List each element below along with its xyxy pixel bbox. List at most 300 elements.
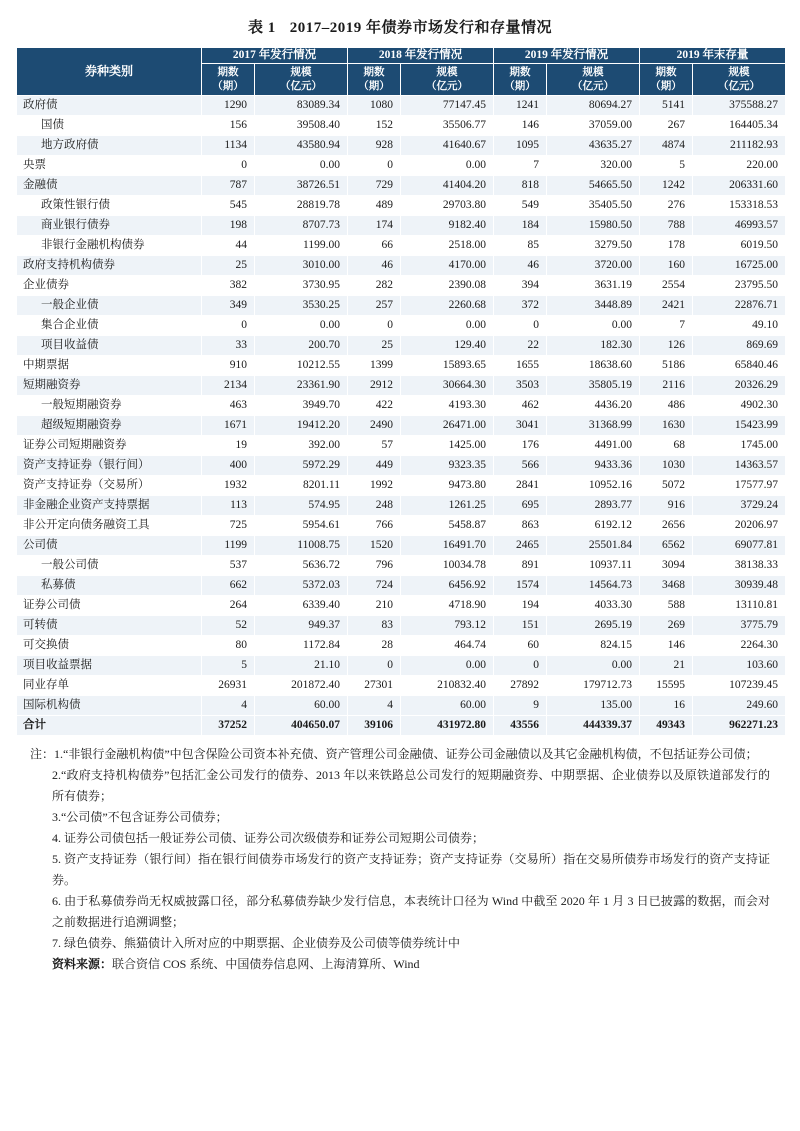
- row-value: 3729.24: [693, 496, 786, 516]
- row-value: 201872.40: [255, 676, 348, 696]
- row-value: 80: [202, 636, 255, 656]
- row-value: 695: [494, 496, 547, 516]
- row-value: 4874: [640, 136, 693, 156]
- row-value: 1080: [348, 96, 401, 116]
- row-value: 431972.80: [401, 716, 494, 736]
- row-label: 项目收益债: [17, 336, 202, 356]
- row-value: 10034.78: [401, 556, 494, 576]
- row-value: 135.00: [547, 696, 640, 716]
- header-sub-amount-2019: [547, 63, 640, 95]
- row-value: 788: [640, 216, 693, 236]
- row-value: 66: [348, 236, 401, 256]
- row-value: 77147.45: [401, 96, 494, 116]
- row-value: 549: [494, 196, 547, 216]
- table-row: [17, 716, 786, 736]
- note-line-6: 6. 由于私募债券尚无权威披露口径，部分私募债券缺少发行信息，本表统计口径为 Wind 中截至 2020 年 1 月 3 日已披露的数据，而会对之前数据进行追溯调整；: [52, 894, 770, 930]
- row-value: 3775.79: [693, 616, 786, 636]
- row-value: 37059.00: [547, 116, 640, 136]
- row-value: 49.10: [693, 316, 786, 336]
- row-value: 3530.25: [255, 296, 348, 316]
- table-row: [17, 176, 786, 196]
- header-sub-l1: 期数: [363, 66, 385, 78]
- row-value: 83089.34: [255, 96, 348, 116]
- row-value: 46: [494, 256, 547, 276]
- header-sub-periods-2018: [348, 63, 401, 95]
- row-value: 20326.29: [693, 376, 786, 396]
- row-value: 49343: [640, 716, 693, 736]
- table-row: [17, 236, 786, 256]
- row-value: 0.00: [547, 316, 640, 336]
- row-value: 65840.46: [693, 356, 786, 376]
- row-value: 21: [640, 656, 693, 676]
- row-value: 6456.92: [401, 576, 494, 596]
- table-row: [17, 96, 786, 116]
- row-value: 2912: [348, 376, 401, 396]
- row-value: 3041: [494, 416, 547, 436]
- row-label: 合计: [17, 716, 202, 736]
- table-row: [17, 676, 786, 696]
- row-label: 可交换债: [17, 636, 202, 656]
- row-value: 462: [494, 396, 547, 416]
- row-value: 14564.73: [547, 576, 640, 596]
- row-label: 非金融企业资产支持票据: [17, 496, 202, 516]
- row-value: 1290: [202, 96, 255, 116]
- row-value: 545: [202, 196, 255, 216]
- table-row: [17, 496, 786, 516]
- row-value: 1172.84: [255, 636, 348, 656]
- row-value: 21.10: [255, 656, 348, 676]
- row-value: 35506.77: [401, 116, 494, 136]
- header-sub-l1: 规模: [436, 66, 458, 78]
- row-value: 14363.57: [693, 456, 786, 476]
- row-label: 公司债: [17, 536, 202, 556]
- row-value: 962271.23: [693, 716, 786, 736]
- row-value: 28: [348, 636, 401, 656]
- table-row: [17, 556, 786, 576]
- row-value: 2134: [202, 376, 255, 396]
- table-row: [17, 336, 786, 356]
- header-category: 券种类别: [17, 48, 202, 96]
- row-value: 1671: [202, 416, 255, 436]
- row-value: 16: [640, 696, 693, 716]
- row-value: 37252: [202, 716, 255, 736]
- row-value: 818: [494, 176, 547, 196]
- row-value: 257: [348, 296, 401, 316]
- row-value: 15423.99: [693, 416, 786, 436]
- row-label: 金融债: [17, 176, 202, 196]
- row-value: 4491.00: [547, 436, 640, 456]
- row-value: 8707.73: [255, 216, 348, 236]
- header-sub-periods-stock: [640, 63, 693, 95]
- row-value: 0.00: [401, 656, 494, 676]
- row-value: 4: [348, 696, 401, 716]
- table-row: [17, 436, 786, 456]
- row-value: 486: [640, 396, 693, 416]
- row-value: 2390.08: [401, 276, 494, 296]
- table-row: [17, 256, 786, 276]
- row-value: 0.00: [401, 156, 494, 176]
- row-label: 集合企业债: [17, 316, 202, 336]
- note-line-5: 5. 资产支持证券（银行间）指在银行间债券市场发行的资产支持证券；资产支持证券（交易所）指在交易所债券市场发行的资产支持证券。: [52, 852, 770, 888]
- row-value: 4033.30: [547, 596, 640, 616]
- row-value: 164405.34: [693, 116, 786, 136]
- row-value: 29703.80: [401, 196, 494, 216]
- row-value: 869.69: [693, 336, 786, 356]
- row-label: 私募债: [17, 576, 202, 596]
- row-value: 27892: [494, 676, 547, 696]
- row-value: 20206.97: [693, 516, 786, 536]
- table-row: [17, 636, 786, 656]
- row-label: 国债: [17, 116, 202, 136]
- row-value: 537: [202, 556, 255, 576]
- row-label: 商业银行债券: [17, 216, 202, 236]
- row-value: 103.60: [693, 656, 786, 676]
- row-value: 6562: [640, 536, 693, 556]
- row-label: 一般企业债: [17, 296, 202, 316]
- row-value: 2264.30: [693, 636, 786, 656]
- row-value: 35405.50: [547, 196, 640, 216]
- row-value: 5954.61: [255, 516, 348, 536]
- row-value: 1425.00: [401, 436, 494, 456]
- table-row: [17, 476, 786, 496]
- row-value: 2893.77: [547, 496, 640, 516]
- header-sub-l1: 期数: [655, 66, 677, 78]
- row-value: 153318.53: [693, 196, 786, 216]
- row-value: 796: [348, 556, 401, 576]
- row-value: 4436.20: [547, 396, 640, 416]
- row-value: 129.40: [401, 336, 494, 356]
- row-value: 6339.40: [255, 596, 348, 616]
- row-value: 174: [348, 216, 401, 236]
- header-sub-l1: 期数: [509, 66, 531, 78]
- row-value: 1095: [494, 136, 547, 156]
- row-value: 2260.68: [401, 296, 494, 316]
- row-value: 43635.27: [547, 136, 640, 156]
- header-sub-l2: （亿元）: [426, 80, 468, 92]
- row-value: 27301: [348, 676, 401, 696]
- source-value: 联合资信 COS 系统、中国债券信息网、上海清算所、Wind: [112, 957, 420, 972]
- header-sub-periods-2017: [202, 63, 255, 95]
- row-value: 9473.80: [401, 476, 494, 496]
- row-label: 证券公司债: [17, 596, 202, 616]
- table-row: [17, 316, 786, 336]
- row-value: 5972.29: [255, 456, 348, 476]
- row-value: 179712.73: [547, 676, 640, 696]
- row-value: 264: [202, 596, 255, 616]
- row-label: 超级短期融资券: [17, 416, 202, 436]
- table-row: [17, 516, 786, 536]
- header-group-2017: 2017 年发行情况: [202, 48, 348, 64]
- row-value: 25501.84: [547, 536, 640, 556]
- row-value: 6019.50: [693, 236, 786, 256]
- row-value: 43556: [494, 716, 547, 736]
- row-value: 3279.50: [547, 236, 640, 256]
- row-value: 0: [202, 316, 255, 336]
- row-value: 25: [202, 256, 255, 276]
- row-value: 52: [202, 616, 255, 636]
- table-row: [17, 216, 786, 236]
- row-value: 146: [494, 116, 547, 136]
- row-value: 23795.50: [693, 276, 786, 296]
- row-value: 3448.89: [547, 296, 640, 316]
- row-value: 382: [202, 276, 255, 296]
- row-value: 2656: [640, 516, 693, 536]
- row-value: 2465: [494, 536, 547, 556]
- table-body: [17, 96, 786, 736]
- row-value: 2518.00: [401, 236, 494, 256]
- row-value: 198: [202, 216, 255, 236]
- row-value: 4170.00: [401, 256, 494, 276]
- row-value: 489: [348, 196, 401, 216]
- row-value: 10212.55: [255, 356, 348, 376]
- row-value: 5141: [640, 96, 693, 116]
- row-value: 211182.93: [693, 136, 786, 156]
- row-value: 85: [494, 236, 547, 256]
- header-sub-l1: 规模: [582, 66, 604, 78]
- row-value: 9182.40: [401, 216, 494, 236]
- row-value: 910: [202, 356, 255, 376]
- table-row: [17, 416, 786, 436]
- row-value: 1655: [494, 356, 547, 376]
- row-value: 249.60: [693, 696, 786, 716]
- row-value: 3010.00: [255, 256, 348, 276]
- row-label: 政府债: [17, 96, 202, 116]
- row-value: 267: [640, 116, 693, 136]
- row-label: 一般公司债: [17, 556, 202, 576]
- row-value: 44: [202, 236, 255, 256]
- row-value: 269: [640, 616, 693, 636]
- row-value: 178: [640, 236, 693, 256]
- header-sub-amount-stock: [693, 63, 786, 95]
- row-value: 18638.60: [547, 356, 640, 376]
- row-value: 38726.51: [255, 176, 348, 196]
- row-value: 3631.19: [547, 276, 640, 296]
- row-value: 3949.70: [255, 396, 348, 416]
- row-value: 22876.71: [693, 296, 786, 316]
- table-row: [17, 376, 786, 396]
- row-value: 392.00: [255, 436, 348, 456]
- row-value: 30939.48: [693, 576, 786, 596]
- row-value: 463: [202, 396, 255, 416]
- note-text-1: 1.“非银行金融机构债”中包含保险公司资本补充债、资产管理公司金融债、证券公司金融债以及其它金融机构债，不包括证券公司债；: [54, 747, 758, 762]
- note-line-7: 7. 绿色债券、熊猫债计入所对应的中期票据、企业债券及公司债等债券统计中: [52, 936, 461, 951]
- row-value: 10952.16: [547, 476, 640, 496]
- header-sub-l1: 规模: [728, 66, 750, 78]
- row-value: 3720.00: [547, 256, 640, 276]
- note-line-4: 4. 证券公司债包括一般证券公司债、证券公司次级债券和证券公司短期公司债券；: [52, 831, 485, 846]
- row-value: 1134: [202, 136, 255, 156]
- source-label: 资料来源：: [52, 957, 113, 972]
- row-value: 0: [348, 656, 401, 676]
- row-value: 2554: [640, 276, 693, 296]
- row-label: 中期票据: [17, 356, 202, 376]
- header-group-2018: 2018 年发行情况: [348, 48, 494, 64]
- row-label: 项目收益票据: [17, 656, 202, 676]
- table-row: [17, 616, 786, 636]
- row-value: 1199.00: [255, 236, 348, 256]
- row-value: 3503: [494, 376, 547, 396]
- page-title: [16, 16, 784, 37]
- row-value: 22: [494, 336, 547, 356]
- row-value: 1199: [202, 536, 255, 556]
- row-value: 248: [348, 496, 401, 516]
- row-value: 276: [640, 196, 693, 216]
- row-value: 16725.00: [693, 256, 786, 276]
- row-value: 928: [348, 136, 401, 156]
- row-label: 非银行金融机构债券: [17, 236, 202, 256]
- table-notes: [30, 744, 770, 975]
- table-row: [17, 276, 786, 296]
- row-value: 863: [494, 516, 547, 536]
- table-row: [17, 456, 786, 476]
- row-value: 7: [494, 156, 547, 176]
- row-label: 政府支持机构债券: [17, 256, 202, 276]
- note-source: [52, 954, 770, 975]
- row-value: 83: [348, 616, 401, 636]
- row-value: 152: [348, 116, 401, 136]
- row-value: 793.12: [401, 616, 494, 636]
- row-value: 194: [494, 596, 547, 616]
- row-value: 5: [640, 156, 693, 176]
- table-header: [17, 48, 786, 96]
- row-value: 394: [494, 276, 547, 296]
- row-value: 26471.00: [401, 416, 494, 436]
- row-value: 15980.50: [547, 216, 640, 236]
- row-value: 3094: [640, 556, 693, 576]
- row-value: 5372.03: [255, 576, 348, 596]
- row-label: 同业存单: [17, 676, 202, 696]
- row-value: 400: [202, 456, 255, 476]
- row-value: 588: [640, 596, 693, 616]
- row-value: 35805.19: [547, 376, 640, 396]
- row-value: 320.00: [547, 156, 640, 176]
- table-row: [17, 536, 786, 556]
- row-value: 146: [640, 636, 693, 656]
- table-row: [17, 116, 786, 136]
- row-value: 13110.81: [693, 596, 786, 616]
- row-value: 404650.07: [255, 716, 348, 736]
- row-value: 151: [494, 616, 547, 636]
- row-label: 证券公司短期融资券: [17, 436, 202, 456]
- bond-market-table: [16, 47, 786, 736]
- row-value: 4902.30: [693, 396, 786, 416]
- row-label: 非公开定向债务融资工具: [17, 516, 202, 536]
- header-sub-l2: （期）: [504, 80, 536, 92]
- note-line-3: 3.“公司债”不包含证券公司债券；: [52, 810, 228, 825]
- row-value: 206331.60: [693, 176, 786, 196]
- table-row: [17, 356, 786, 376]
- row-value: 1630: [640, 416, 693, 436]
- header-sub-l2: （期）: [358, 80, 390, 92]
- row-value: 43580.94: [255, 136, 348, 156]
- row-label: 国际机构债: [17, 696, 202, 716]
- row-value: 60.00: [255, 696, 348, 716]
- row-value: 113: [202, 496, 255, 516]
- row-value: 3730.95: [255, 276, 348, 296]
- header-row-groups: [17, 48, 786, 64]
- row-value: 25: [348, 336, 401, 356]
- row-value: 9433.36: [547, 456, 640, 476]
- header-sub-l1: 规模: [290, 66, 312, 78]
- row-value: 949.37: [255, 616, 348, 636]
- row-value: 9323.35: [401, 456, 494, 476]
- header-sub-l2: （期）: [650, 80, 682, 92]
- row-label: 企业债券: [17, 276, 202, 296]
- row-value: 38138.33: [693, 556, 786, 576]
- row-value: 1745.00: [693, 436, 786, 456]
- row-value: 574.95: [255, 496, 348, 516]
- row-value: 182.30: [547, 336, 640, 356]
- row-value: 28819.78: [255, 196, 348, 216]
- row-value: 0.00: [255, 316, 348, 336]
- row-value: 282: [348, 276, 401, 296]
- row-value: 2841: [494, 476, 547, 496]
- row-value: 349: [202, 296, 255, 316]
- row-value: 444339.37: [547, 716, 640, 736]
- row-value: 39106: [348, 716, 401, 736]
- row-label: 资产支持证券（银行间）: [17, 456, 202, 476]
- row-value: 160: [640, 256, 693, 276]
- row-value: 46993.57: [693, 216, 786, 236]
- row-value: 0: [348, 316, 401, 336]
- row-value: 16491.70: [401, 536, 494, 556]
- row-value: 2695.19: [547, 616, 640, 636]
- table-number: 表 1: [247, 20, 276, 36]
- row-value: 41640.67: [401, 136, 494, 156]
- row-value: 10937.11: [547, 556, 640, 576]
- row-value: 26931: [202, 676, 255, 696]
- table-row: [17, 696, 786, 716]
- row-value: 0: [494, 656, 547, 676]
- table-row: [17, 576, 786, 596]
- row-value: 824.15: [547, 636, 640, 656]
- header-sub-l2: （亿元）: [280, 80, 322, 92]
- notes-rest: [30, 765, 770, 975]
- notes-lead: 注：: [30, 747, 55, 762]
- row-value: 2490: [348, 416, 401, 436]
- row-value: 729: [348, 176, 401, 196]
- row-value: 11008.75: [255, 536, 348, 556]
- header-sub-amount-2017: [255, 63, 348, 95]
- row-value: 60.00: [401, 696, 494, 716]
- header-group-2019-stock: 2019 年末存量: [640, 48, 786, 64]
- row-value: 372: [494, 296, 547, 316]
- row-value: 30664.30: [401, 376, 494, 396]
- row-value: 5636.72: [255, 556, 348, 576]
- row-value: 1932: [202, 476, 255, 496]
- row-value: 891: [494, 556, 547, 576]
- row-value: 464.74: [401, 636, 494, 656]
- row-label: 资产支持证券（交易所）: [17, 476, 202, 496]
- row-value: 60: [494, 636, 547, 656]
- row-value: 4718.90: [401, 596, 494, 616]
- row-label: 地方政府债: [17, 136, 202, 156]
- row-value: 210: [348, 596, 401, 616]
- header-sub-l2: （期）: [212, 80, 244, 92]
- row-label: 央票: [17, 156, 202, 176]
- row-value: 7: [640, 316, 693, 336]
- row-value: 210832.40: [401, 676, 494, 696]
- header-group-2019: 2019 年发行情况: [494, 48, 640, 64]
- header-sub-l2: （亿元）: [718, 80, 760, 92]
- header-sub-l2: （亿元）: [572, 80, 614, 92]
- row-value: 19412.20: [255, 416, 348, 436]
- row-value: 17577.97: [693, 476, 786, 496]
- row-value: 5072: [640, 476, 693, 496]
- row-value: 4193.30: [401, 396, 494, 416]
- row-value: 54665.50: [547, 176, 640, 196]
- row-value: 2421: [640, 296, 693, 316]
